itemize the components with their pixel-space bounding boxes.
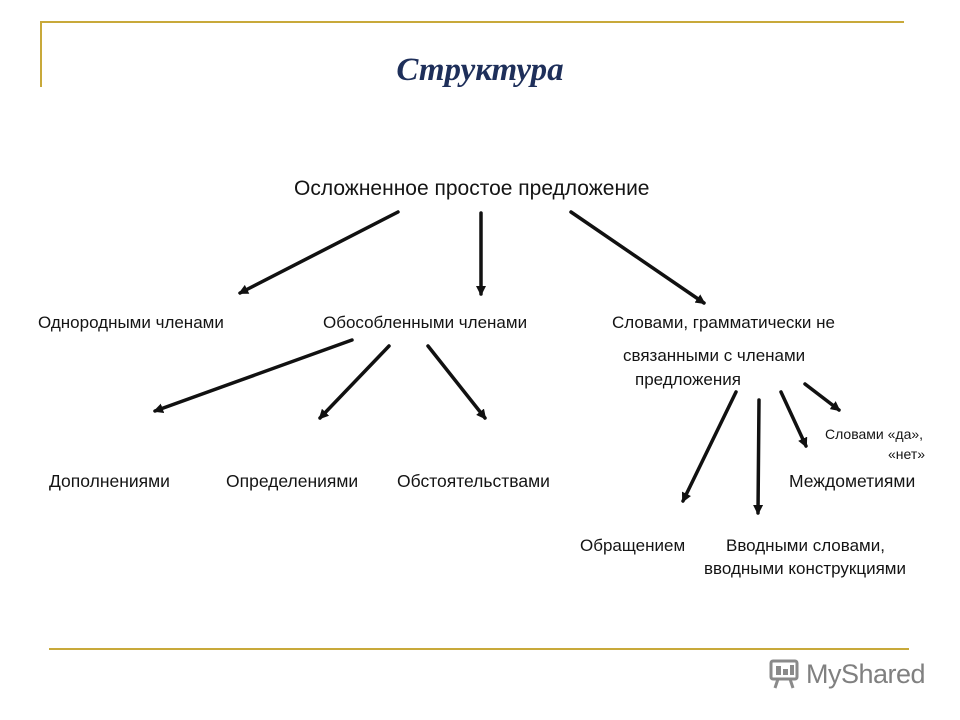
node-homogeneous: Однородными членами (38, 313, 224, 332)
logo-text: MyShared (806, 658, 926, 689)
node-adverbials: Обстоятельствами (397, 471, 550, 491)
node-introductory-line1: Вводными словами, (726, 536, 885, 555)
node-interjections: Междометиями (789, 471, 916, 491)
arrow-root-to-homogeneous (240, 212, 398, 293)
arrow-isolated-to-objects (155, 340, 352, 411)
arrow-isolated-to-attributes (320, 346, 389, 418)
node-yes-no-line2: «нет» (888, 446, 926, 462)
slide-title: Структура (396, 52, 564, 88)
node-unrelated-line1: Словами, грамматически не (612, 313, 835, 332)
arrow-unrelated-to-interjections (781, 392, 806, 446)
arrow-unrelated-to-yes-no (805, 384, 839, 410)
node-attributes: Определениями (226, 471, 359, 491)
node-yes-no-line1: Словами «да», (825, 426, 924, 442)
node-isolated: Обособленными членами (323, 313, 528, 332)
myshared-logo (768, 654, 925, 694)
node-unrelated-line3: предложения (635, 370, 741, 389)
node-unrelated-line2: связанными с членами (623, 346, 806, 365)
root-node: Осложненное простое предложение (294, 177, 650, 200)
node-introductory-line2: вводными конструкциями (704, 559, 906, 578)
arrow-isolated-to-adverbials (428, 346, 485, 418)
arrow-unrelated-to-introductory (758, 400, 759, 513)
presentation-board-icon (768, 657, 802, 691)
node-address: Обращением (580, 536, 686, 555)
arrow-root-to-unrelated (571, 212, 704, 303)
arrow-unrelated-to-address (683, 392, 736, 501)
node-objects: Дополнениями (49, 471, 170, 491)
